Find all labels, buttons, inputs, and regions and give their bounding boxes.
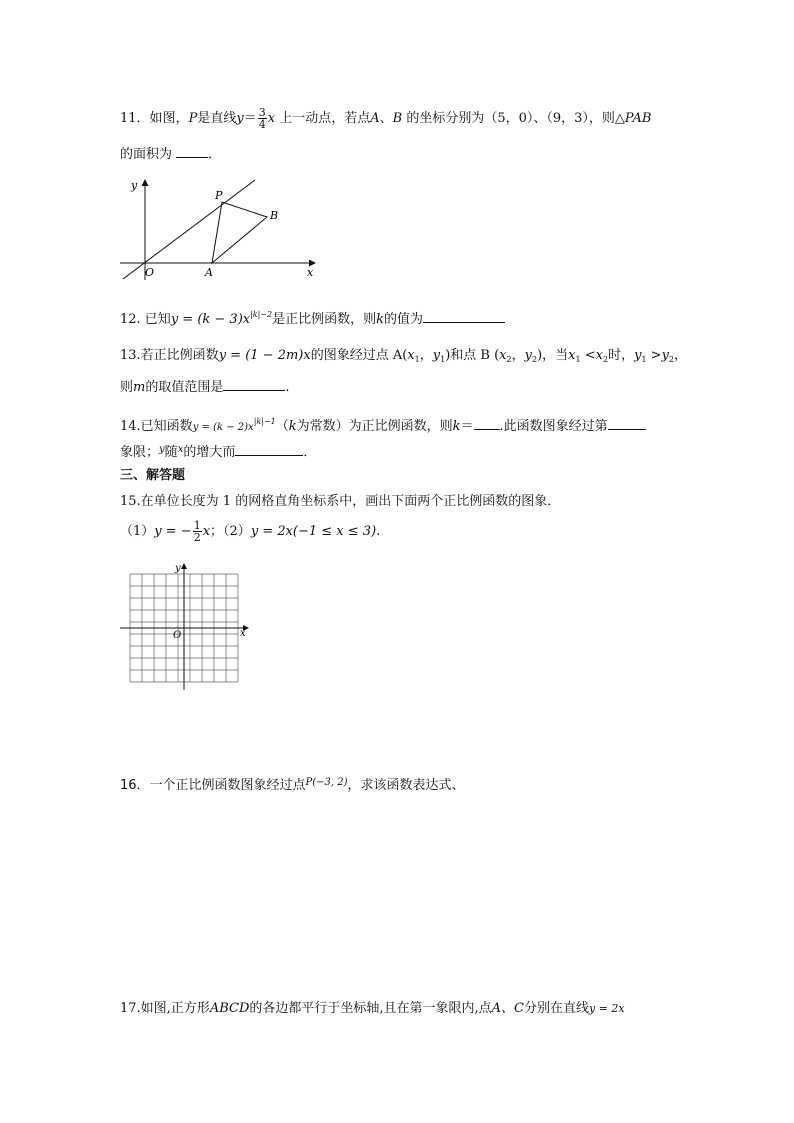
q15-grid[interactable] [118,562,253,692]
q11-line1 [120,107,651,130]
q13-x1-sub: 1 [414,355,420,364]
q11-frac-den: 4 [258,118,266,131]
q12-line [120,306,505,329]
q15-f1-num: 1 [193,519,201,532]
q11-frac-num: 3 [258,106,266,119]
q11-var-b: B [392,111,403,126]
q15-p1: （1） [120,524,155,539]
q13-comma2: ， [511,348,525,363]
q11-line2-text: 的面积为 [120,147,173,162]
q13-line2-b: 的取值范围是 [145,380,224,395]
q13-lt: < [580,348,596,363]
q15-line2 [120,520,380,543]
q12-suffix: 的值为 [384,312,424,327]
q13-cond-x2-sub: 2 [602,355,609,364]
q11-line-y34x [123,180,255,279]
q15-label-x: x [240,628,246,639]
q17-text-c: 分别在直线 [523,1001,589,1016]
q11-figure [115,175,325,285]
q14-trend-blank[interactable] [235,443,303,456]
q15-label-y: y [175,563,181,574]
q17-abcd: ABCD [209,1001,250,1016]
q14-paren-a: （ [275,419,289,434]
q13-y1: y [432,348,441,363]
q14-line2-a: 象限； [120,445,160,460]
q17-line [120,1000,625,1018]
q11-label-p: P [215,189,223,202]
q13-mid1: 的图象经过点 A( [310,348,408,363]
q15-f1-fraction [193,520,202,543]
q14-line1 [120,413,646,437]
q11-var-y: y [236,111,244,126]
q17-text-b: 的各边都平行于坐标轴,且在第一象限内,点 [249,1001,492,1016]
q14-var-y: y [159,444,165,455]
q13-mid2: )和点 B ( [445,348,500,363]
q11-var-p: P [188,111,198,126]
q13-cond-x1-sub: 1 [575,355,581,364]
q11-label-o: O [145,266,155,279]
q13-cond-x2: x [595,348,603,363]
q14-paren-b: 为常数）为正比例函数，则 [296,419,453,434]
q13-gt: > [646,348,662,363]
q13-expr: y = (1 − 2m)x [218,348,311,363]
q16-text-b: ，求该函数表达式、 [347,778,465,793]
q16-text-a: 16．一个正比例函数图象经过点 [120,778,306,793]
q13-line1 [120,347,687,369]
q14-var-x: x [177,444,184,455]
q11-label-y: y [131,179,138,192]
q12-mid: 是正比例函数，则 [272,312,377,327]
q15-f1-lhs: y = − [154,524,192,539]
q17-ac: A、C [491,1001,524,1016]
q13-line2-end: . [285,380,290,395]
q11-line2 [120,145,221,164]
q17-eq: y = 2x [589,1002,625,1015]
q13-line2-a: 则 [120,380,134,395]
q13-y1-sub: 1 [440,355,446,364]
q13-answer-blank[interactable] [223,378,285,391]
section-3-heading: 三、解答题 [120,468,186,483]
q13-comma1: ， [419,348,433,363]
q14-expr: y = (k − 2)x [192,422,254,433]
q11-var-pab: PAB [624,111,652,126]
q13-x2-sub: 2 [506,355,512,364]
q14-var-k2: k [452,419,461,434]
q15-semi: ；（2） [210,524,251,539]
q13-y2: y [524,348,532,363]
q13-cond-y2: y [661,348,669,363]
q12-exponent: |k|−2 [250,310,273,319]
q15-f1-den: 2 [193,531,201,544]
q13-when: 时， [608,348,635,363]
q13-var-m: m [133,380,146,395]
q14-line2-end: ． [303,445,317,460]
q13-x2: x [499,348,507,363]
q12-prefix: 12. 已知 [120,312,171,327]
q11-label-a: A [205,266,213,279]
q13-line2 [120,378,290,397]
q16-point: P(−3, 2) [305,777,348,788]
q15-f2: y = 2x(−1 ≤ x ≤ 3) [250,524,377,539]
q11-fraction [258,107,267,130]
q14-k-blank[interactable] [474,417,500,430]
q13-cond-y2-sub: 2 [668,355,675,364]
q11-triangle-pab [212,202,267,263]
q11-text-a: 如图， [149,111,189,126]
q13-prefix: 13.若正比例函数 [120,348,219,363]
q14-prefix: 14.已知函数 [120,419,193,434]
q13-cond-y1: y [634,348,642,363]
q12-expr: y = (k − 3)x [170,312,251,327]
q13-cond-x1: x [568,348,576,363]
q11-text-b: 是直线 [197,111,237,126]
q15-line1: 15.在单位长度为 1 的网格直角坐标系中，画出下面两个正比例函数的图象． [120,494,561,509]
q13-tail: ， [674,348,688,363]
q11-answer-blank[interactable] [176,145,208,158]
q11-label-x: x [307,266,314,279]
q12-var-k: k [376,312,385,327]
q11-var-x: x [267,111,276,126]
q15-f2-end: . [376,524,381,539]
q13-mid3: )，当 [537,348,569,363]
q11-text-c: 上一动点，若点 [279,111,371,126]
q14-quadrant-blank[interactable] [608,417,646,430]
q14-line2-c: 的增大而 [183,445,236,460]
q11-number: 11． [120,111,150,126]
q17-text-a: 17.如图,正方形 [120,1001,210,1016]
q11-var-a: A [370,111,380,126]
q14-mid: .此函数图象经过第 [499,419,608,434]
q12-answer-blank[interactable] [423,310,505,323]
q14-exponent: |k|−1 [253,417,276,426]
q13-x1: x [407,348,415,363]
q13-y2-sub: 2 [531,355,538,364]
q14-eq: ＝ [460,419,474,434]
q11-eq: ＝ [243,111,257,126]
q15-label-o: O [173,630,182,641]
q14-line2-b: 随 [164,445,178,460]
q13-cond-y1-sub: 1 [641,355,647,364]
q11-text-d: 的坐标分别为（5，0）、（9，3），则△ [406,111,625,126]
q14-var-k: k [288,419,297,434]
q14-line2 [120,441,316,462]
q11-sep: 、 [379,111,393,126]
q15-f1-x: x [202,524,211,539]
q11-end: ． [208,147,222,162]
q16-line [120,774,465,795]
q11-label-b: B [270,209,279,222]
